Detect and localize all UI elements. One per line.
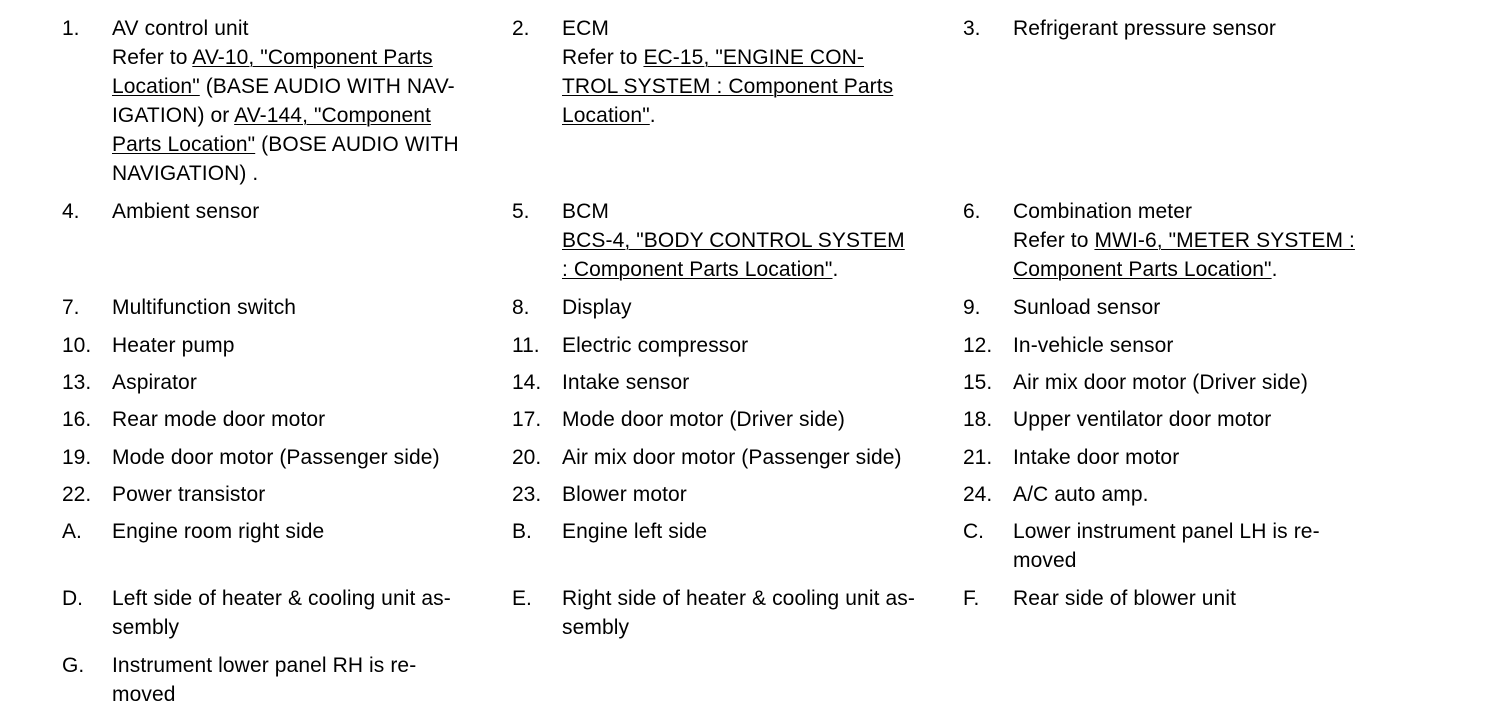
text-segment: Intake sensor (562, 371, 690, 394)
item-description (112, 197, 502, 226)
description-line (112, 368, 502, 397)
cross-reference-link[interactable]: BCS-4, "BODY CONTROL SYSTEM (562, 229, 905, 252)
text-segment: Power transistor (112, 483, 266, 506)
legend-item (62, 14, 502, 188)
description-line (112, 197, 502, 226)
text-segment: Sunload sensor (1013, 296, 1161, 319)
text-segment: ECM (562, 17, 609, 40)
legend-item (62, 480, 502, 509)
description-line (562, 226, 952, 255)
item-description (112, 480, 502, 509)
legend-item (963, 405, 1453, 434)
text-segment: NAVIGATION) . (112, 162, 259, 185)
legend-item (963, 331, 1453, 360)
item-number: 4. (62, 200, 80, 223)
item-description (1013, 584, 1453, 613)
item-number: 23. (512, 483, 542, 506)
description-line (112, 613, 502, 642)
text-segment: (BASE AUDIO WITH NAV- (199, 75, 455, 98)
legend-item (512, 293, 952, 322)
legend-item (62, 331, 502, 360)
item-number: 16. (62, 408, 92, 431)
legend-item (512, 331, 952, 360)
description-line (562, 43, 952, 72)
legend-item (512, 584, 952, 642)
text-segment: IGATION) or (112, 104, 235, 127)
text-segment: Multifunction switch (112, 296, 297, 319)
item-description (112, 584, 502, 642)
item-description (562, 405, 952, 434)
description-line (1013, 255, 1453, 284)
legend-item (62, 405, 502, 434)
text-segment: moved (112, 683, 176, 706)
description-line (112, 159, 502, 188)
item-description (1013, 517, 1453, 575)
text-segment: Heater pump (112, 334, 235, 357)
text-segment: Blower motor (562, 483, 687, 506)
text-segment: Electric compressor (562, 334, 749, 357)
item-number: 18. (963, 408, 993, 431)
item-number: 12. (963, 334, 993, 357)
item-description (562, 480, 952, 509)
legend-item (512, 14, 952, 130)
description-line (112, 331, 502, 360)
description-line (112, 480, 502, 509)
description-line (112, 517, 502, 546)
text-segment: . (1271, 258, 1278, 281)
description-line (562, 480, 952, 509)
text-segment: Instrument lower panel RH is re- (112, 654, 417, 677)
legend-item (963, 368, 1453, 397)
cross-reference-link[interactable]: Location" (112, 75, 200, 98)
text-segment: Engine left side (562, 520, 708, 543)
text-segment: Air mix door motor (Passenger side) (562, 446, 902, 469)
item-description (112, 368, 502, 397)
item-description (1013, 197, 1453, 284)
text-segment: Air mix door motor (Driver side) (1013, 371, 1308, 394)
text-segment: moved (1013, 549, 1077, 572)
item-number: F. (963, 587, 980, 610)
legend-item (62, 368, 502, 397)
description-line (1013, 197, 1453, 226)
text-segment: Display (562, 296, 632, 319)
description-line (112, 443, 502, 472)
text-segment: Refer to (112, 46, 193, 69)
text-segment: Refer to (1013, 229, 1095, 252)
description-line (1013, 517, 1453, 546)
description-line (112, 130, 502, 159)
legend-item (963, 197, 1453, 284)
text-segment: Lower instrument panel LH is re- (1013, 520, 1320, 543)
description-line (562, 255, 952, 284)
description-line (112, 72, 502, 101)
legend-item (512, 517, 952, 546)
text-segment: Refrigerant pressure sensor (1013, 17, 1276, 40)
text-segment: Combination meter (1013, 200, 1193, 223)
item-description (112, 14, 502, 188)
legend-item (512, 443, 952, 472)
cross-reference-link[interactable]: MWI-6, "METER SYSTEM : (1094, 229, 1355, 252)
text-segment: . (832, 258, 839, 281)
item-number: 2. (512, 17, 530, 40)
cross-reference-link[interactable]: EC-15, "ENGINE CON- (643, 46, 864, 69)
cross-reference-link[interactable]: Parts Location" (112, 133, 256, 156)
item-number: 6. (963, 200, 981, 223)
item-description (1013, 368, 1453, 397)
description-line (562, 293, 952, 322)
item-number: 11. (512, 334, 540, 357)
description-line (1013, 293, 1453, 322)
text-segment: Left side of heater & cooling unit as- (112, 587, 451, 610)
text-segment: Ambient sensor (112, 200, 260, 223)
item-number: 14. (512, 371, 542, 394)
legend-item (963, 480, 1453, 509)
item-number: G. (62, 654, 85, 677)
item-description (562, 14, 952, 130)
text-segment: BCM (562, 200, 609, 223)
text-segment: Engine room right side (112, 520, 325, 543)
description-line (1013, 480, 1453, 509)
description-line (562, 101, 952, 130)
cross-reference-link[interactable]: TROL SYSTEM : Component Parts (562, 75, 894, 98)
description-line (112, 405, 502, 434)
legend-item (963, 584, 1453, 613)
description-line (1013, 331, 1453, 360)
description-line (1013, 584, 1453, 613)
text-segment: (BOSE AUDIO WITH (255, 133, 459, 156)
item-number: 19. (62, 446, 92, 469)
item-number: 17. (512, 408, 542, 431)
description-line (562, 443, 952, 472)
text-segment: Right side of heater & cooling unit as- (562, 587, 915, 610)
item-number: 5. (512, 200, 530, 223)
text-segment: . (649, 104, 656, 127)
item-description (562, 197, 952, 284)
item-description (1013, 331, 1453, 360)
legend-item (62, 293, 502, 322)
item-number: 24. (963, 483, 993, 506)
legend-item (512, 405, 952, 434)
description-line (562, 405, 952, 434)
legend-item (62, 197, 502, 226)
legend-item (963, 517, 1453, 575)
text-segment: Mode door motor (Passenger side) (112, 446, 440, 469)
description-line (1013, 226, 1453, 255)
item-description (1013, 405, 1453, 434)
description-line (1013, 443, 1453, 472)
description-line (112, 680, 502, 709)
item-description (112, 517, 502, 546)
description-line (1013, 368, 1453, 397)
legend-item (512, 368, 952, 397)
item-description (112, 293, 502, 322)
legend-item (963, 14, 1453, 43)
item-number: 22. (62, 483, 92, 506)
item-number: D. (62, 587, 83, 610)
item-number: 3. (963, 17, 981, 40)
item-description (562, 584, 952, 642)
description-line (562, 368, 952, 397)
legend-item (963, 443, 1453, 472)
item-description (1013, 443, 1453, 472)
item-description (562, 331, 952, 360)
text-segment: Upper ventilator door motor (1013, 408, 1272, 431)
legend-item (512, 197, 952, 284)
legend-item (512, 480, 952, 509)
item-number: 20. (512, 446, 542, 469)
item-number: 13. (62, 371, 92, 394)
description-line (112, 101, 502, 130)
item-description (1013, 293, 1453, 322)
item-number: 8. (512, 296, 530, 319)
description-line (1013, 14, 1453, 43)
cross-reference-link[interactable]: AV-10, "Component Parts (192, 46, 433, 69)
item-description (562, 368, 952, 397)
cross-reference-link[interactable]: Component Parts Location" (1013, 258, 1272, 281)
text-segment: In-vehicle sensor (1013, 334, 1174, 357)
description-line (112, 651, 502, 680)
description-line (562, 197, 952, 226)
description-line (562, 331, 952, 360)
item-number: C. (963, 520, 984, 543)
text-segment: Refer to (562, 46, 644, 69)
description-line (1013, 546, 1453, 575)
text-segment: sembly (562, 616, 630, 639)
item-description (112, 405, 502, 434)
description-line (112, 43, 502, 72)
description-line (562, 517, 952, 546)
cross-reference-link[interactable]: Location" (562, 104, 650, 127)
text-segment: AV control unit (112, 17, 249, 40)
item-number: 15. (963, 371, 993, 394)
cross-reference-link[interactable]: AV-144, "Component (234, 104, 431, 127)
item-number: 21. (963, 446, 993, 469)
legend-item (963, 293, 1453, 322)
item-description (1013, 14, 1453, 43)
item-number: 7. (62, 296, 80, 319)
cross-reference-link[interactable]: : Component Parts Location" (562, 258, 833, 281)
item-description (112, 331, 502, 360)
item-number: 10. (62, 334, 92, 357)
item-number: 9. (963, 296, 981, 319)
item-description (562, 443, 952, 472)
item-description (112, 443, 502, 472)
text-segment: Rear side of blower unit (1013, 587, 1237, 610)
description-line (1013, 405, 1453, 434)
item-number: E. (512, 587, 532, 610)
description-line (112, 293, 502, 322)
legend-item (62, 517, 502, 546)
description-line (562, 613, 952, 642)
item-number: A. (62, 520, 82, 543)
description-line (562, 14, 952, 43)
text-segment: Rear mode door motor (112, 408, 326, 431)
legend-item (62, 584, 502, 642)
text-segment: Aspirator (112, 371, 197, 394)
description-line (562, 72, 952, 101)
item-description (112, 651, 502, 709)
text-segment: Intake door motor (1013, 446, 1180, 469)
text-segment: sembly (112, 616, 180, 639)
description-line (562, 584, 952, 613)
item-number: 1. (62, 17, 80, 40)
description-line (112, 14, 502, 43)
item-description (1013, 480, 1453, 509)
item-number: B. (512, 520, 532, 543)
description-line (112, 584, 502, 613)
item-description (562, 293, 952, 322)
text-segment: Mode door motor (Driver side) (562, 408, 845, 431)
legend-item (62, 651, 502, 709)
text-segment: A/C auto amp. (1013, 483, 1149, 506)
legend-item (62, 443, 502, 472)
item-description (562, 517, 952, 546)
